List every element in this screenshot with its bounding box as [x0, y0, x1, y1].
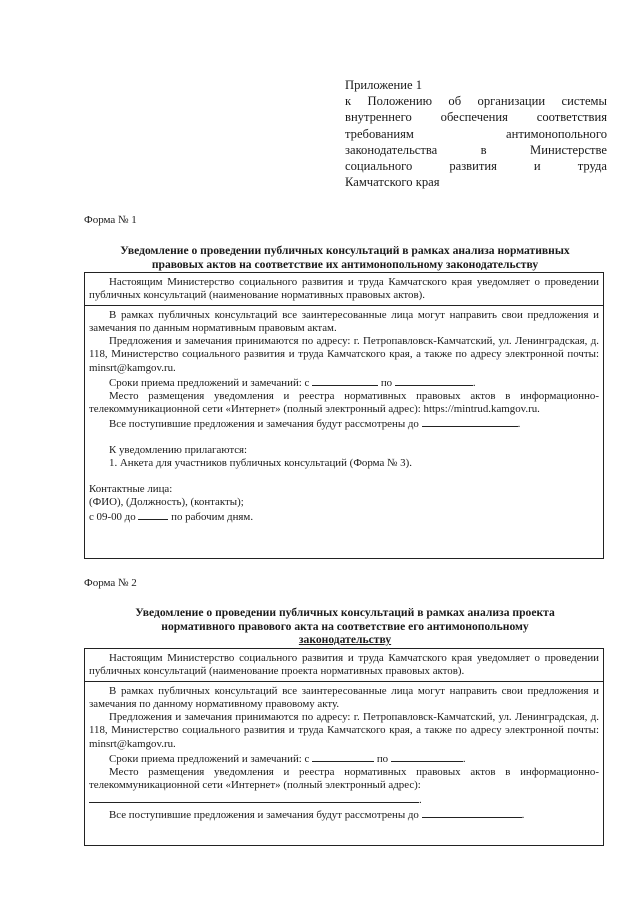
review-date-blank — [422, 807, 522, 818]
appendix-line: социального развития и труда — [345, 159, 607, 174]
attachment-item: 1. Анкета для участников публичных консультаций (Форма № 3). — [109, 457, 412, 470]
contacts-title: Контактные лица: — [89, 483, 173, 496]
form2-notice — [85, 649, 603, 681]
deadline-to-label: по — [380, 376, 393, 389]
form1-notice-text: Настоящим Министерство социального развития и труда Камчатского края уведомляет о проведении публичных консультаций (наименование нормативных правовых актов). — [89, 276, 599, 302]
form1-paragraph: Место размещения уведомления и реестра нормативных правовых актов в информационно-телекоммуникационной сети «Интернет» (полный электронный адрес): https://mintrud.kamgov.ru. — [89, 389, 599, 415]
appendix-title: Приложение 1 — [345, 78, 423, 92]
form1-paragraph: Предложения и замечания принимаются по адресу: г. Петропавловск-Камчатский, ул. Ленинградская, д. 118, Министерство социального развития и труда Камчатского края, а также по адресу электронной почты: minsrt@kamgov.ru. — [89, 335, 599, 374]
form1-title — [84, 244, 606, 271]
appendix-line: требованиям антимонопольного — [345, 126, 607, 141]
appendix-line: внутреннего обеспечения соответствия — [345, 110, 607, 125]
form2-title-line: нормативного правового акта на соответствие его антимонопольному — [161, 619, 529, 633]
form1-paragraph: В рамках публичных консультаций все заинтересованные лица могут направить свои предложения и замечания по данным нормативным правовым актам. — [89, 309, 599, 335]
deadline-end: . — [462, 752, 466, 765]
form2-box — [84, 648, 604, 846]
deadline-label: Сроки приема предложений и замечаний: с — [109, 376, 310, 389]
appendix-line: законодательства в Министерстве — [345, 142, 607, 157]
form2-notice-text: Настоящим Министерство социального развития и труда Камчатского края уведомляет о проведении публичных консультаций (наименование проекта нормативных правовых актов). — [89, 652, 599, 678]
address-blank — [89, 792, 419, 803]
form1-body — [85, 306, 603, 527]
appendix-line: к Положению об организации системы — [345, 94, 607, 109]
date-to-blank — [391, 751, 463, 762]
form1-review — [89, 416, 599, 431]
appendix-header — [345, 77, 607, 190]
form1-box — [84, 272, 604, 559]
form2-paragraph: Место размещения уведомления и реестра нормативных правовых актов в информационно-телекоммуникационной сети «Интернет» (полный электронный адрес): — [89, 765, 599, 791]
deadline-to-label: по — [376, 752, 389, 765]
form2-deadline — [89, 751, 599, 766]
deadline-end: . — [472, 376, 476, 389]
form2-title — [84, 606, 606, 647]
appendix-line: Камчатского края — [345, 175, 440, 190]
date-from-blank — [312, 751, 374, 762]
form1-deadline — [89, 375, 599, 390]
deadline-label: Сроки приема предложений и замечаний: с — [109, 752, 310, 765]
form2-label: Форма № 2 — [84, 577, 137, 589]
form2-paragraph: Предложения и замечания принимаются по адресу: г. Петропавловск-Камчатский, ул. Ленинградская, д. 118, Министерство социального развития и труда Камчатского края, а также по адресу электронной почты: minsrt@kamgov.ru. — [89, 711, 599, 750]
contacts-line: (ФИО), (Должность), (контакты); — [89, 496, 244, 509]
form2-title-line: Уведомление о проведении публичных консультаций в рамках анализа проекта — [135, 606, 555, 619]
review-end: . — [517, 417, 521, 430]
working-hours — [89, 509, 599, 524]
review-date-blank — [422, 416, 518, 427]
date-to-blank — [395, 375, 473, 386]
form1-title-line: Уведомление о проведении публичных консультаций в рамках анализа нормативных — [120, 244, 570, 257]
review-label: Все поступившие предложения и замечания будут рассмотрены до — [109, 417, 419, 430]
form1-label: Форма № 1 — [84, 214, 137, 226]
review-end: . — [521, 809, 525, 822]
form2-title-line: законодательству — [298, 633, 392, 647]
form2-review — [89, 807, 599, 822]
hours-label: с 09-00 до — [89, 511, 136, 524]
form2-body — [85, 682, 603, 825]
form2-paragraph: В рамках публичных консультаций все заинтересованные лица могут направить свои предложения и замечания по данному нормативному правовому акту. — [89, 685, 599, 711]
hours-suffix: по рабочим дням. — [171, 511, 254, 524]
form1-title-line: правовых актов на соответствие их антимонопольному законодательству — [151, 257, 539, 271]
date-from-blank — [312, 375, 378, 386]
form1-notice — [85, 273, 603, 305]
address-end: . — [419, 793, 422, 806]
form2-address-blank-line — [89, 792, 599, 807]
hours-blank — [138, 509, 168, 520]
review-label: Все поступившие предложения и замечания будут рассмотрены до — [109, 809, 419, 822]
attachments-title: К уведомлению прилагаются: — [109, 444, 248, 457]
